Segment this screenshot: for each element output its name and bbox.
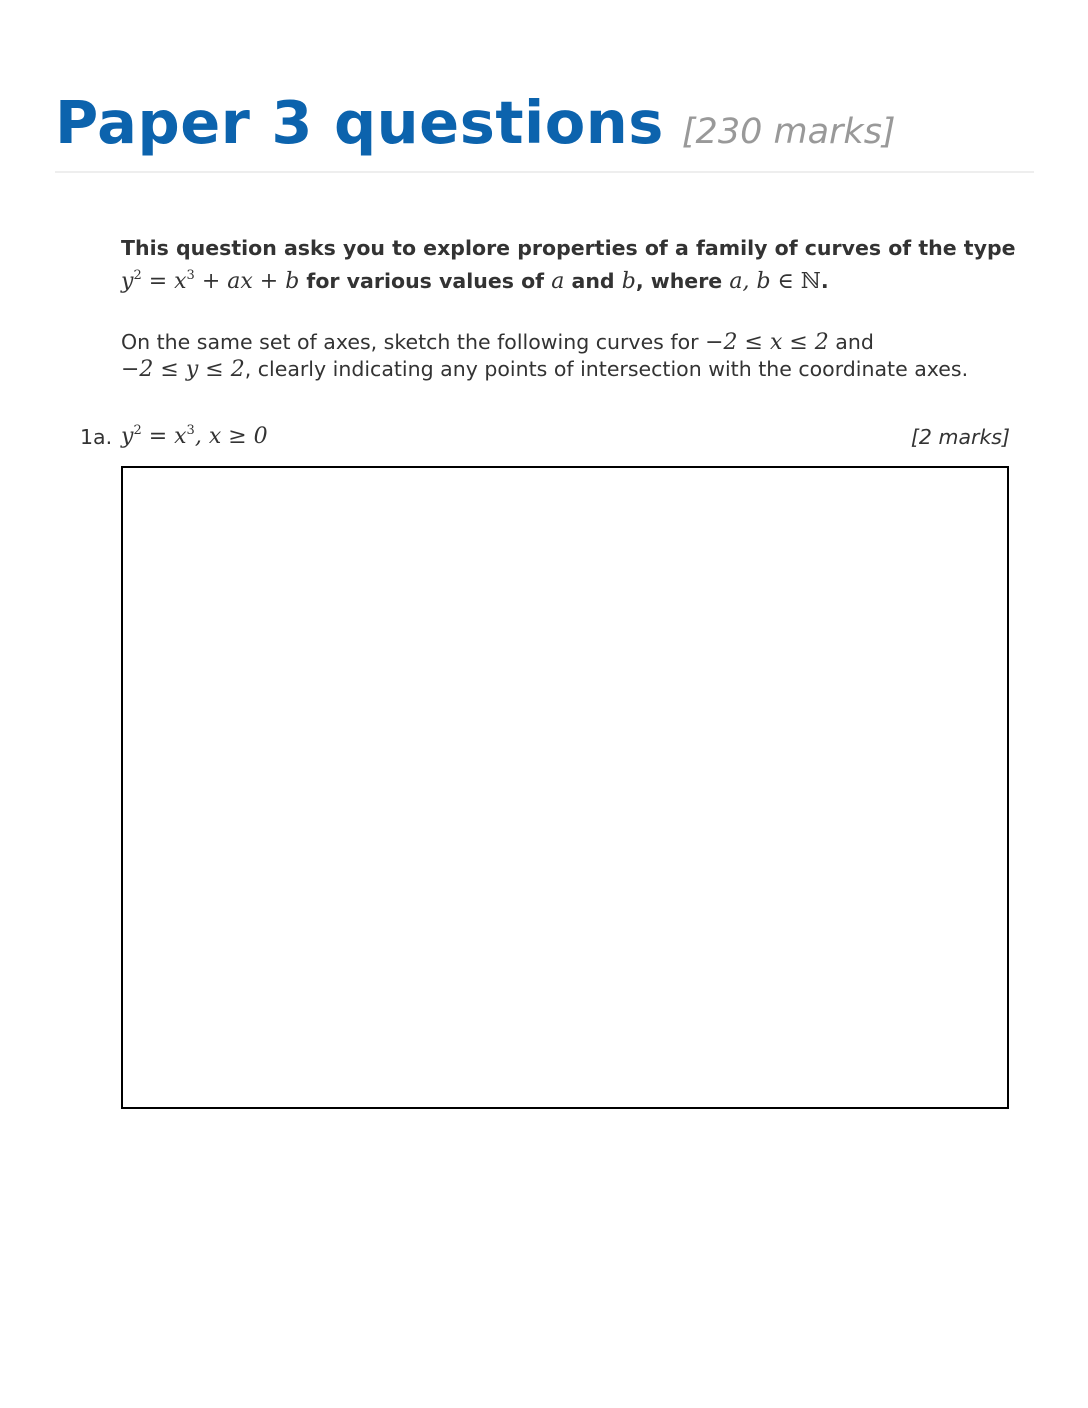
intro-text-3: and [564,269,622,293]
intro-var-a: a [551,269,565,294]
question-marks: [2 marks] [910,425,1010,449]
title-text: Paper 3 questions [55,88,664,157]
intro-text-4: , where [635,269,730,293]
question-stem [121,329,1021,383]
stem-y-range: −2 ≤ y ≤ 2 [121,357,245,382]
intro-text-5: . [820,269,829,293]
stem-x-range: −2 ≤ x ≤ 2 [705,330,829,355]
stem-text-1: On the same set of axes, sketch the following curves for [121,330,706,354]
question-equation: $y^2 = x^3$, x ≥ 0 [121,423,268,449]
question-intro [121,234,1021,296]
intro-var-b: b [621,269,636,294]
page-title [55,88,896,157]
page-header [55,88,1034,173]
total-marks: [230 marks] [681,112,896,152]
question-number: 1a. [80,425,113,449]
intro-text-1: This question asks you to explore properties of a family of curves of the type [121,236,1016,260]
answer-box[interactable] [121,466,1009,1109]
intro-set-condition: a, b ∈ ℕ [729,269,821,294]
stem-text-2: and [828,330,874,354]
intro-text-2: for various values of [299,269,552,293]
stem-text-3: , clearly indicating any points of intersection with the coordinate axes. [244,357,969,381]
intro-equation: $y^2 = x^3$ + ax + b [121,268,300,294]
